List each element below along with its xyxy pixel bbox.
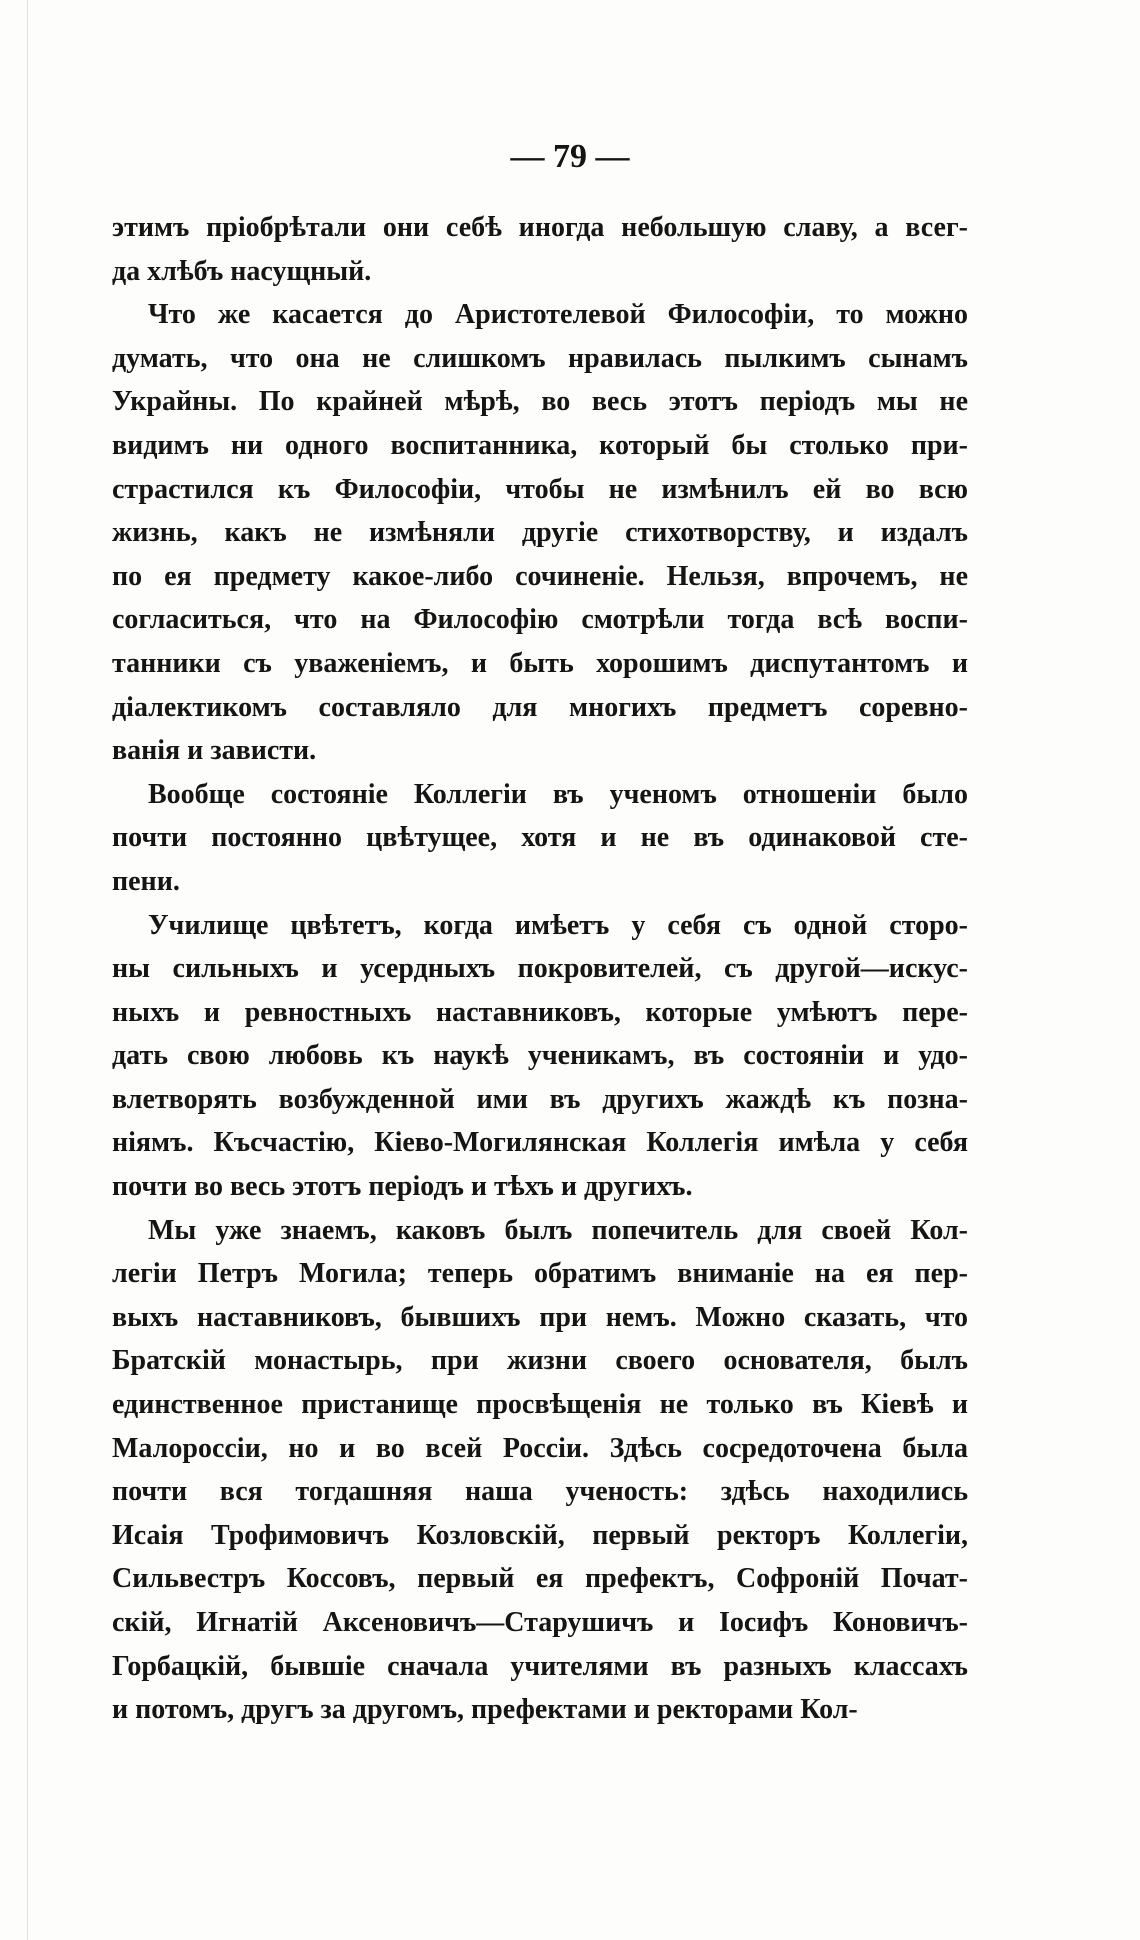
paragraph <box>112 904 968 1209</box>
text-line: ніямъ. Късчастію, Кіево-Могилянская Коллегія имѣла у себя <box>112 1127 968 1159</box>
text-line: видимъ ни одного воспитанника, который бы столько при- <box>112 429 968 461</box>
text-line: Что же касается до Аристотелевой Философіи, то можно <box>148 299 968 331</box>
text-line: скій, Игнатій Аксеновичъ—Старушичъ и Іосифъ Коновичъ- <box>112 1607 968 1638</box>
text-line: Украйны. По крайней мѣрѣ, во весь этотъ періодъ мы не <box>112 386 968 418</box>
paragraph <box>112 773 968 904</box>
text-line: Исаія Трофимовичъ Козловскій, первый ректоръ Коллегіи, <box>112 1519 968 1551</box>
body-text <box>112 206 968 1732</box>
text-line: Сильвестръ Коссовъ, первый ея префектъ, Софроній Почат- <box>112 1563 968 1595</box>
text-line: Училище цвѣтетъ, когда имѣетъ у себя съ одной сторо- <box>148 909 968 941</box>
text-line: легіи Петръ Могила; теперь обратимъ вниманіе на ея пер- <box>112 1258 968 1290</box>
text-line: Горбацкій, бывшіе сначала учителями въ разныхъ классахъ <box>112 1650 968 1682</box>
text-line: почти во весь этотъ періодъ и тѣхъ и другихъ. <box>112 1171 693 1203</box>
text-line: Малороссіи, но и во всей Россіи. Здѣсь сосредоточена была <box>112 1432 968 1464</box>
text-line: единственное пристанище просвѣщенія не только въ Кіевѣ и <box>112 1389 968 1421</box>
text-line: согласиться, что на Философію смотрѣли тогда всѣ воспи- <box>112 604 968 636</box>
text-line: выхъ наставниковъ, бывшихъ при немъ. Можно сказать, что <box>112 1301 968 1333</box>
text-line: пени. <box>112 865 180 897</box>
text-line: страстился къ Философіи, чтобы не измѣнилъ ей во всю <box>112 473 968 505</box>
text-line: дать свою любовь къ наукѣ ученикамъ, въ состояніи и удо- <box>112 1040 968 1072</box>
text-line: почти постоянно цвѣтущее, хотя и не въ одинаковой сте- <box>112 822 968 854</box>
text-line: да хлѣбъ насущный. <box>112 255 372 287</box>
text-line: ны сильныхъ и усердныхъ покровителей, съ другой—искус- <box>112 953 968 985</box>
text-line: влетворять возбужденной ими въ другихъ жаждѣ къ позна- <box>112 1083 968 1115</box>
text-line: ванія и зависти. <box>112 735 317 767</box>
text-line: Вообще состояніе Коллегіи въ ученомъ отношеніи было <box>148 778 968 810</box>
text-line: жизнь, какъ не измѣняли другіе стихотворству, и издалъ <box>112 517 968 549</box>
page-number: — 79 — <box>510 138 630 175</box>
text-line: по ея предмету какое-либо сочиненіе. Нельзя, впрочемъ, не <box>112 560 968 592</box>
page-edge-shadow <box>27 0 28 1940</box>
text-line: танники съ уваженіемъ, и быть хорошимъ диспутантомъ и <box>112 647 968 679</box>
paragraph <box>112 293 968 773</box>
paragraph <box>112 206 968 293</box>
text-line: Мы уже знаемъ, каковъ былъ попечитель для своей Кол- <box>148 1214 968 1246</box>
text-line: думать, что она не слишкомъ нравилась пылкимъ сынамъ <box>112 342 968 374</box>
text-line: Братскій монастырь, при жизни своего основателя, былъ <box>112 1345 968 1377</box>
text-line: почти вся тогдашняя наша ученость: здѣсь находились <box>112 1476 968 1508</box>
text-line: ныхъ и ревностныхъ наставниковъ, которые умѣютъ пере- <box>112 996 968 1028</box>
text-line: діалектикомъ составляло для многихъ предметъ соревно- <box>112 691 968 723</box>
text-line: этимъ пріобрѣтали они себѣ иногда небольшую славу, а всег- <box>112 212 968 243</box>
paragraph <box>112 1209 968 1732</box>
text-line: и потомъ, другъ за другомъ, префектами и ректорами Кол- <box>112 1694 858 1726</box>
